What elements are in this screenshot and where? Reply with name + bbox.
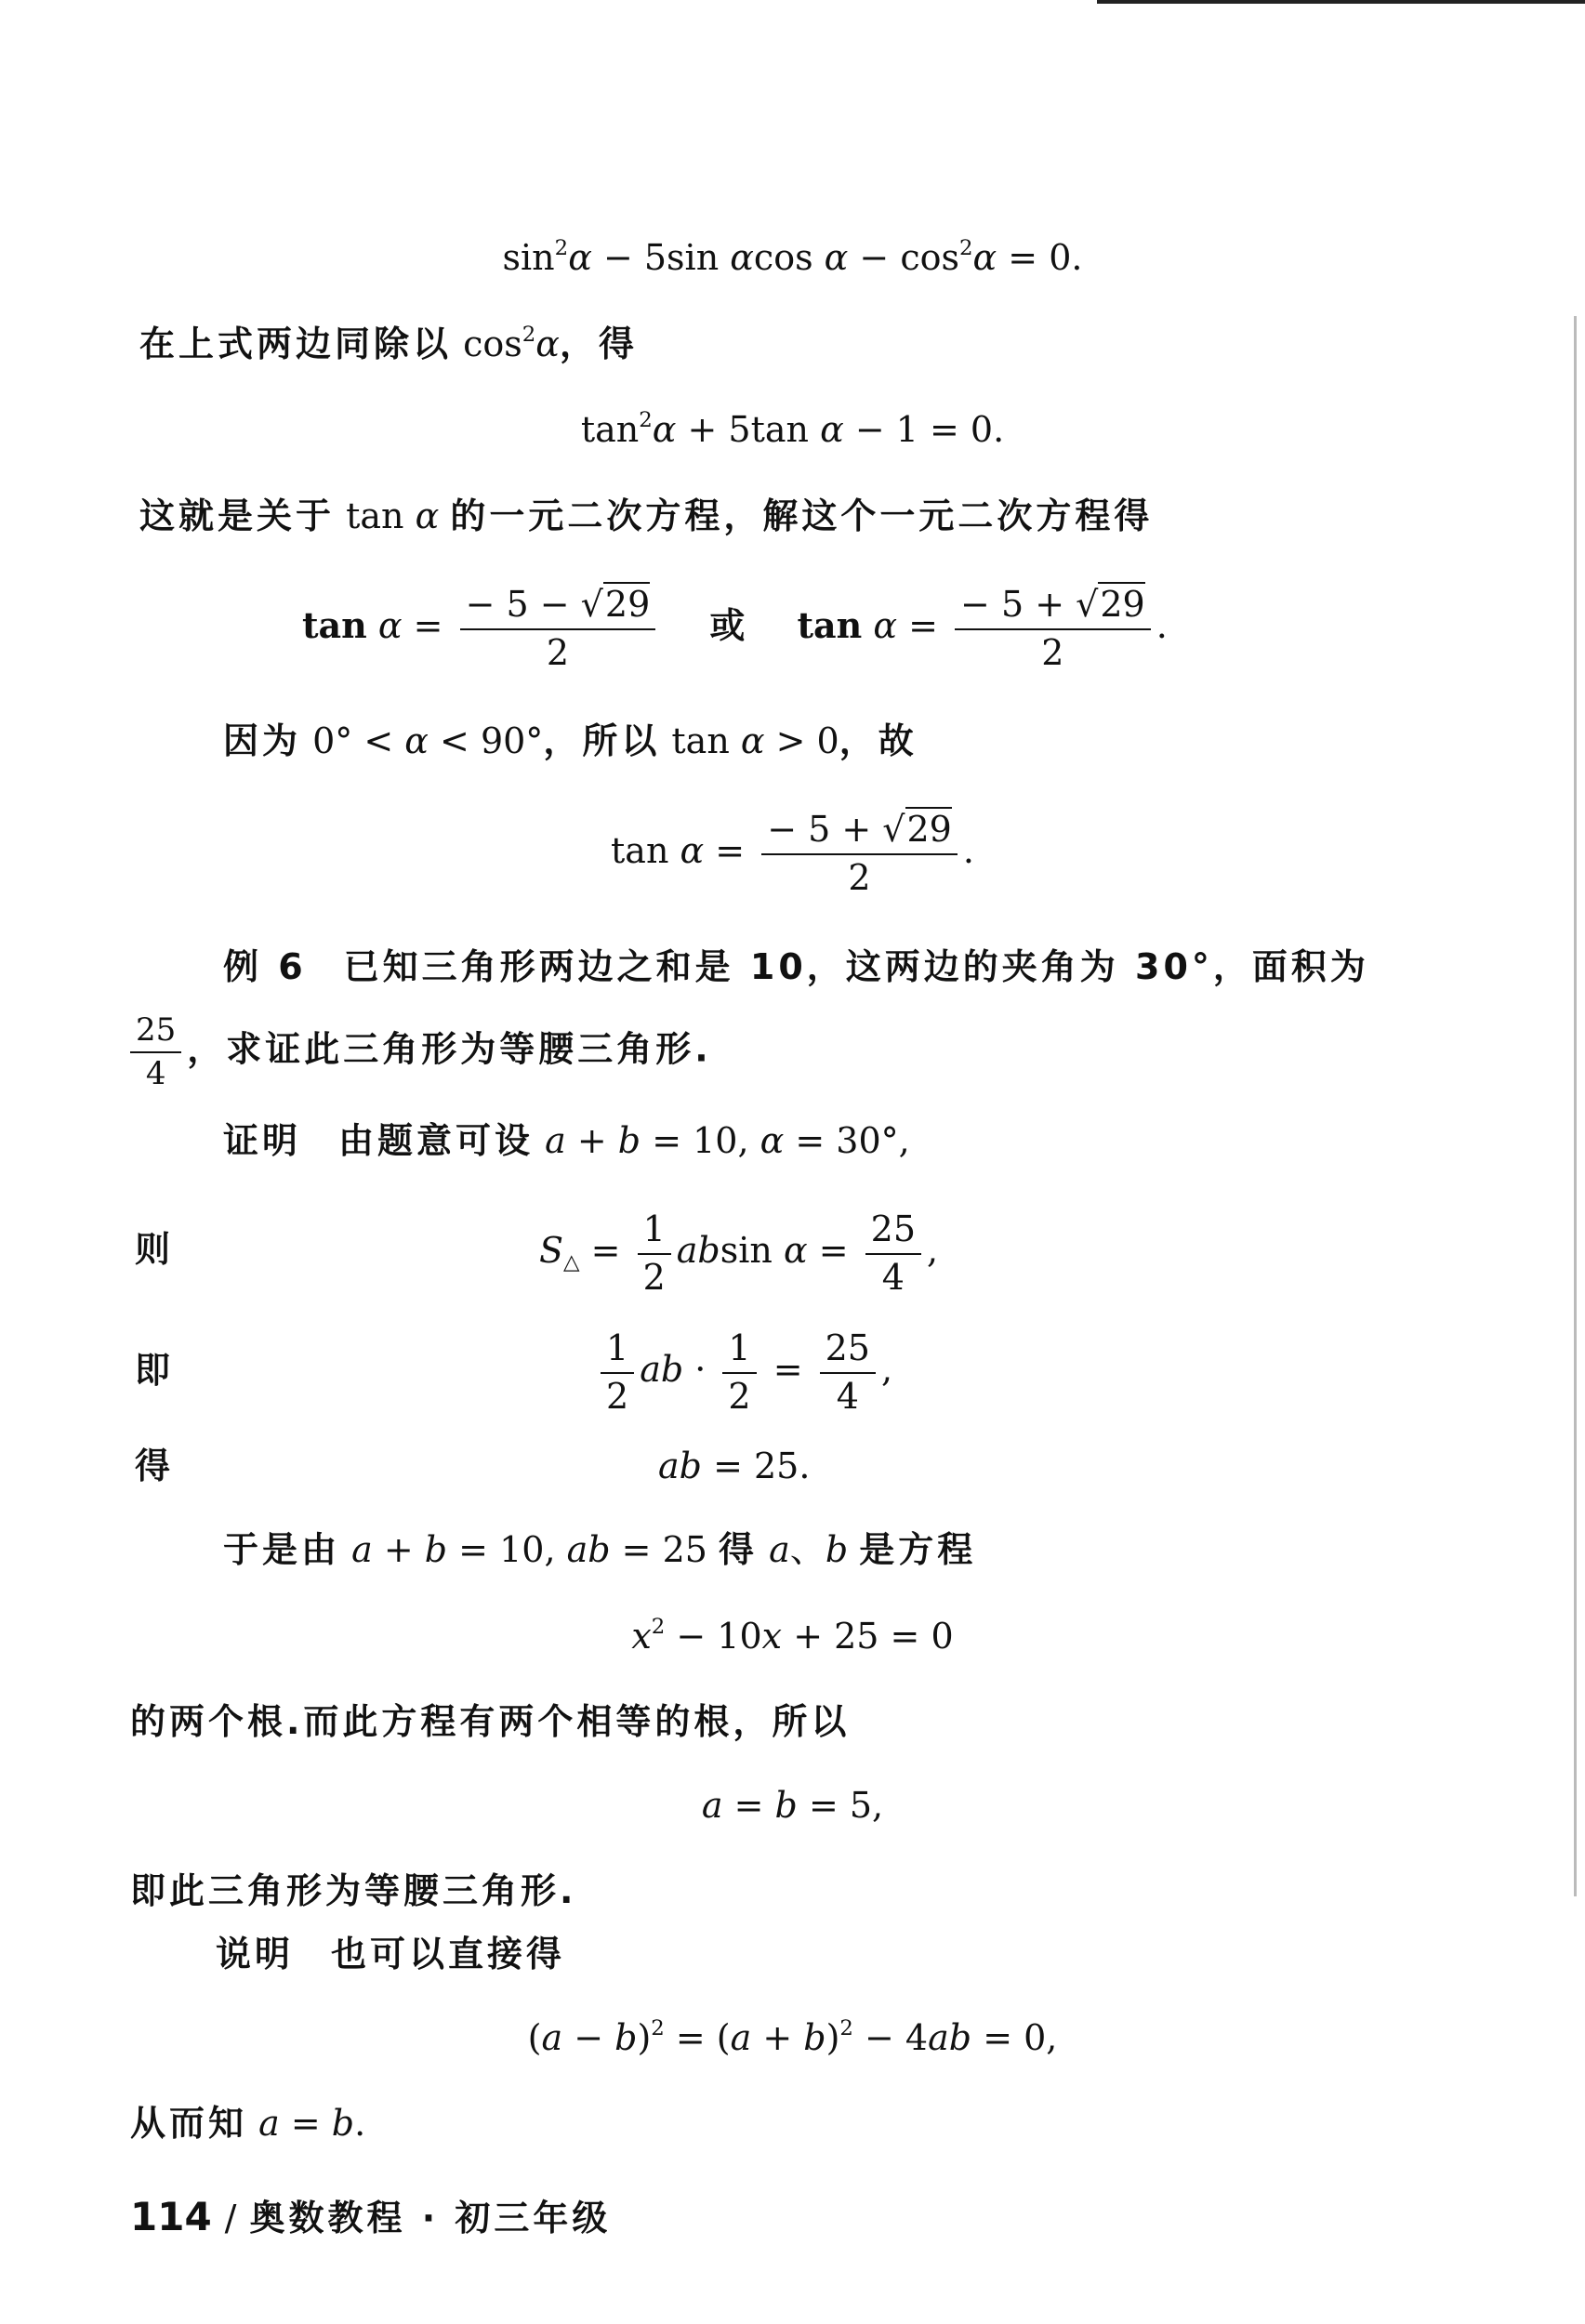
text-shifang: 是方程 xyxy=(859,1529,977,1570)
text-because: 因为 xyxy=(223,720,302,761)
proof-label: 证明 xyxy=(223,1120,302,1161)
example-6-label: 例 6 xyxy=(223,946,307,987)
text-conclusion: 即此三角形为等腰三角形. xyxy=(130,1870,577,1911)
fraction-root-minus: $\frac{- 5 - √29}{2}$ xyxy=(460,584,656,674)
fraction-area: $\frac{25}{4}$ xyxy=(130,1011,181,1093)
text-two-roots: 的两个根.而此方程有两个相等的根，所以 xyxy=(130,1701,851,1742)
label-ji: 即 xyxy=(135,1350,175,1391)
text-quad: 的一元二次方程，解这个一元二次方程得 xyxy=(450,495,1154,536)
page-number: 114 xyxy=(130,2194,212,2239)
example-6-line1 xyxy=(223,946,1369,989)
top-rule xyxy=(1097,0,1585,4)
equation-ab-half: $\frac{1}{2}$ ab · $\frac{1}{2}$ = $\frac{25}{4}$ , xyxy=(595,1327,892,1418)
fraction-half-1: $\frac{1}{2}$ xyxy=(638,1208,671,1299)
equation-area: $S_\triangle$ = $\frac{1}{2}$ absin α = $\frac{25}{4}$ , xyxy=(539,1208,939,1298)
text-or: 或 xyxy=(709,605,749,647)
label-de: 得 xyxy=(135,1446,175,1486)
equation-sin-cos: $\sin^2\alpha - 5\sin$ αcos $\alpha - \cos^2\alpha = 0$. xyxy=(502,236,1083,278)
text-quadratic-line: 这就是关于 tan α 的一元二次方程，解这个一元二次方程得 xyxy=(139,495,1154,536)
right-binding-edge xyxy=(1574,316,1577,1896)
equation-x-quadratic: $x^2 - 10x + 25 = 0$ xyxy=(631,1615,954,1657)
text-because-line: 因为 0° < α < 90°，所以 tan α > 0，故 xyxy=(223,720,918,761)
example-6-text1: 已知三角形两边之和是 10，这两边的夹角为 30°，面积为 xyxy=(343,946,1369,987)
text-congerzhi: 从而知 xyxy=(130,2103,248,2144)
equation-tan-final: tan α = $\frac{- 5 + √29}{2}$ . xyxy=(611,809,974,898)
fraction-root-plus: $\frac{- 5 + √29}{2}$ xyxy=(955,584,1151,674)
text-hence-roots: 于是由 a + b = 10, ab = 25 得 a、b 是方程 xyxy=(223,1529,977,1570)
text-divide: 在上式两边同除以 xyxy=(139,324,453,364)
fraction-25-4-a: $\frac{25}{4}$ xyxy=(865,1208,921,1299)
equation-tan-quadratic: $\tan^2\alpha + 5\tan$ α − 1 = 0. xyxy=(580,408,1005,450)
fraction-25-4-b: $\frac{25}{4}$ xyxy=(820,1327,876,1418)
fraction-final: $\frac{- 5 + √29}{2}$ xyxy=(761,809,958,899)
page-footer xyxy=(130,2189,611,2240)
equation-a-b-5: a = b = 5, xyxy=(701,1785,884,1826)
text-divide-line: 在上式两边同除以 $\cos^2\alpha$，得 xyxy=(139,323,638,364)
text-a-equals-b: 从而知 a = b. xyxy=(130,2103,366,2144)
book-title: 奥数教程 · 初三年级 xyxy=(249,2198,612,2238)
equation-a-minus-b-squared: $(a - b)^2 = (a + b)^2 - 4ab = 0$, xyxy=(527,2016,1058,2058)
text-so: ，所以 xyxy=(543,720,661,761)
text-yushi: 于是由 xyxy=(223,1529,341,1570)
label-ze: 则 xyxy=(135,1229,175,1270)
equation-ab-25: ab = 25. xyxy=(658,1446,811,1486)
example-6-text2: ，求证此三角形为等腰三角形. xyxy=(187,1028,712,1070)
note-label: 说明 xyxy=(216,1934,295,1974)
text-de: ，得 xyxy=(559,324,638,364)
text-de2: 得 xyxy=(719,1529,759,1570)
text-this-is: 这就是关于 xyxy=(139,495,336,536)
proof-line: 证明 由题意可设 a + b = 10, α = 30°, xyxy=(223,1120,910,1161)
text-hence: ，故 xyxy=(839,720,918,761)
proof-text: 由题意可设 xyxy=(338,1120,535,1161)
fraction-half-3: $\frac{1}{2}$ xyxy=(722,1327,756,1418)
equation-tan-solutions: tan α = $\frac{- 5 - √29}{2}$ 或 tan α = $\frac{- 5 + √29}{2}$ . xyxy=(302,584,1168,673)
footer-separator: / xyxy=(224,2198,237,2238)
fraction-half-2: $\frac{1}{2}$ xyxy=(601,1327,634,1418)
note-line xyxy=(216,1934,565,1976)
note-text: 也可以直接得 xyxy=(331,1934,566,1974)
example-6-line2 xyxy=(130,1011,712,1093)
